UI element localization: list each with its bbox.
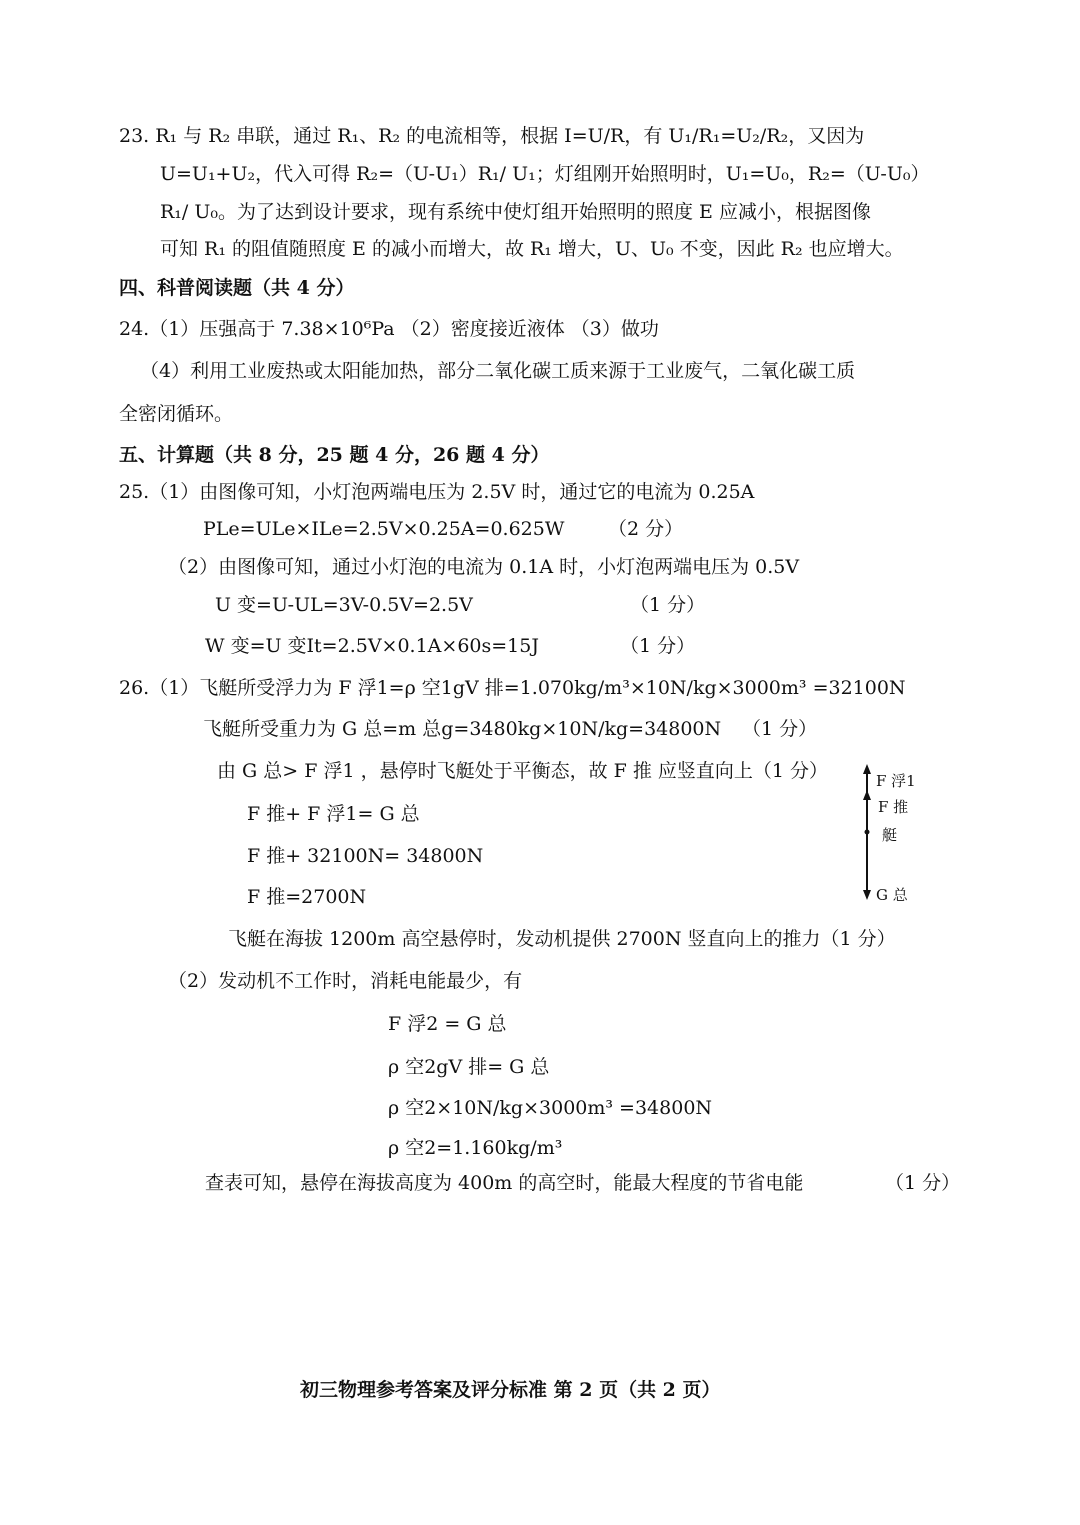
label-airship: 艇	[882, 826, 898, 844]
q26-conclusion-2: 查表可知，悬停在海拔高度为 400m 的高空时，能最大程度的节省电能	[205, 1172, 804, 1194]
q26-conclusion-2-score: （1 分）	[885, 1172, 961, 1194]
q24-line-3: 全密闭循环。	[119, 403, 234, 425]
page-footer: 初三物理参考答案及评分标准 第 2 页（共 2 页）	[300, 1379, 721, 1401]
q23-line-2: U=U₁+U₂，代入可得 R₂=（U-U₁）R₁/ U₁；灯组刚开始照明时，U₁=U₀，R₂=（U-U₀）	[160, 163, 930, 185]
q24-line-1: 24.（1）压强高于 7.38×10⁶Pa （2）密度接近液体 （3）做功	[119, 318, 659, 340]
q26-push-result: F 推=2700N	[247, 886, 367, 908]
q26-gravity-score: （1 分）	[742, 718, 818, 740]
q25-work-formula: W 变=U 变It=2.5V×0.1A×60s=15J	[205, 635, 539, 657]
q26-balance-eq: F 推+ F 浮1= G 总	[247, 803, 420, 825]
q23-line-1: 23. R₁ 与 R₂ 串联，通过 R₁、R₂ 的电流相等，根据 I=U/R，有 U₁/R₁=U₂/R₂，又因为	[119, 125, 865, 147]
force-diagram	[850, 762, 930, 902]
q25-line-1: 25.（1）由图像可知，小灯泡两端电压为 2.5V 时，通过它的电流为 0.25A	[119, 481, 755, 503]
q26-part-2-intro: （2）发动机不工作时，消耗电能最少，有	[168, 970, 523, 992]
q25-line-3: （2）由图像可知，通过小灯泡的电流为 0.1A 时，小灯泡两端电压为 0.5V	[168, 556, 800, 578]
q23-line-4: 可知 R₁ 的阻值随照度 E 的减小而增大，故 R₁ 增大，U、U₀ 不变，因此 R₂ 也应增大。	[160, 238, 904, 260]
q26-density-eq: ρ 空2gV 排= G 总	[388, 1056, 550, 1078]
q26-direction-line: 由 G 总> F 浮1 ，悬停时飞艇处于平衡态，故 F 推 应竖直向上（1 分）	[217, 760, 828, 782]
section-5-title: 五、计算题（共 8 分，25 题 4 分，26 题 4 分）	[119, 444, 550, 466]
q24-line-2: （4）利用工业废热或太阳能加热，部分二氧化碳工质来源于工业废气，二氧化碳工质	[140, 360, 856, 382]
q25-voltage-formula: U 变=U-UL=3V-0.5V=2.5V	[215, 594, 473, 616]
q26-density-sub: ρ 空2×10N/kg×3000m³ =34800N	[388, 1097, 713, 1119]
q26-float-eq: F 浮2 = G 总	[388, 1013, 507, 1035]
q26-buoyancy-line: 26.（1）飞艇所受浮力为 F 浮1=ρ 空1gV 排=1.070kg/m³×10N/kg×3000m³ =32100N	[119, 677, 906, 699]
label-g-total: G 总	[876, 886, 908, 904]
q25-work-score: （1 分）	[620, 635, 696, 657]
q26-density-result: ρ 空2=1.160kg/m³	[388, 1137, 563, 1159]
arrow-down-gravity	[863, 890, 871, 900]
arrow-up-push	[863, 790, 871, 800]
label-f-float: F 浮1	[876, 772, 916, 790]
q25-power-formula: PLe=ULe×ILe=2.5V×0.25A=0.625W	[203, 518, 565, 540]
section-4-title: 四、科普阅读题（共 4 分）	[119, 277, 355, 299]
label-f-push: F 推	[878, 798, 909, 816]
airship-point	[865, 830, 870, 835]
q25-voltage-score: （1 分）	[630, 594, 706, 616]
q23-line-3: R₁/ U₀。为了达到设计要求，现有系统中使灯组开始照明的照度 E 应减小，根据图像	[160, 201, 871, 223]
q25-power-score: （2 分）	[608, 518, 684, 540]
q26-balance-sub: F 推+ 32100N= 34800N	[247, 845, 484, 867]
q26-conclusion-1: 飞艇在海拔 1200m 高空悬停时，发动机提供 2700N 竖直向上的推力（1 分）	[228, 928, 896, 950]
q26-gravity-formula: 飞艇所受重力为 G 总=m 总g=3480kg×10N/kg=34800N	[203, 718, 722, 740]
arrow-up-float	[863, 764, 871, 774]
